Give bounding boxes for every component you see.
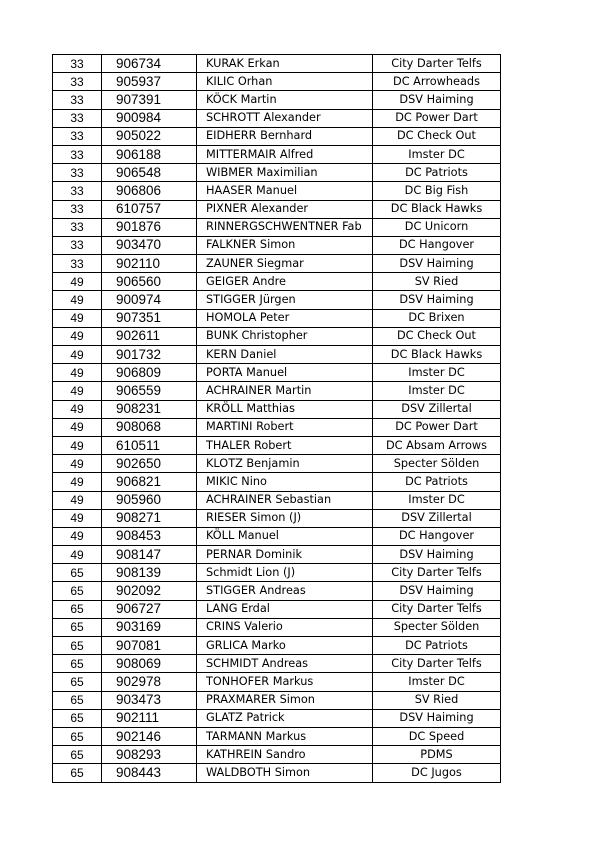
player-id-cell: 900984	[102, 109, 197, 127]
rank-cell: 65	[53, 746, 102, 764]
player-id-cell: 906559	[102, 382, 197, 400]
rank-cell: 65	[53, 691, 102, 709]
club-cell: DC Black Hawks	[373, 200, 501, 218]
table-row	[53, 145, 501, 163]
table-row	[53, 364, 501, 382]
rank-cell: 65	[53, 727, 102, 745]
player-id-cell: 908068	[102, 418, 197, 436]
player-name-cell: GRLICA Marko	[197, 637, 373, 655]
club-cell: SV Ried	[373, 273, 501, 291]
club-cell: DC Brixen	[373, 309, 501, 327]
player-name-cell: MIKIC Nino	[197, 473, 373, 491]
rank-cell: 65	[53, 655, 102, 673]
player-id-cell: 906734	[102, 55, 197, 73]
player-id-cell: 902650	[102, 455, 197, 473]
player-id-cell: 906821	[102, 473, 197, 491]
player-id-cell: 903169	[102, 618, 197, 636]
rank-cell: 33	[53, 109, 102, 127]
rank-cell: 65	[53, 709, 102, 727]
club-cell: DC Patriots	[373, 164, 501, 182]
club-cell: DSV Haiming	[373, 546, 501, 564]
table-row	[53, 491, 501, 509]
table-row	[53, 546, 501, 564]
player-name-cell: ZAUNER Siegmar	[197, 255, 373, 273]
player-name-cell: GLATZ Patrick	[197, 709, 373, 727]
player-name-cell: RINNERGSCHWENTNER Fab	[197, 218, 373, 236]
player-name-cell: EIDHERR Bernhard	[197, 127, 373, 145]
rank-cell: 49	[53, 364, 102, 382]
club-cell: Imster DC	[373, 491, 501, 509]
table-row	[53, 637, 501, 655]
player-id-cell: 903470	[102, 236, 197, 254]
player-name-cell: FALKNER Simon	[197, 236, 373, 254]
club-cell: City Darter Telfs	[373, 564, 501, 582]
player-id-cell: 906560	[102, 273, 197, 291]
rank-cell: 33	[53, 145, 102, 163]
rank-cell: 33	[53, 164, 102, 182]
club-cell: DC Patriots	[373, 637, 501, 655]
table-row	[53, 418, 501, 436]
player-id-cell: 902092	[102, 582, 197, 600]
player-name-cell: PIXNER Alexander	[197, 200, 373, 218]
table-row	[53, 400, 501, 418]
rank-cell: 49	[53, 546, 102, 564]
player-id-cell: 903473	[102, 691, 197, 709]
player-id-cell: 907081	[102, 637, 197, 655]
club-cell: Imster DC	[373, 673, 501, 691]
player-name-cell: HAASER Manuel	[197, 182, 373, 200]
player-name-cell: KERN Daniel	[197, 346, 373, 364]
table-row	[53, 109, 501, 127]
table-row	[53, 182, 501, 200]
player-name-cell: CRINS Valerio	[197, 618, 373, 636]
table-row	[53, 600, 501, 618]
club-cell: PDMS	[373, 746, 501, 764]
player-name-cell: KURAK Erkan	[197, 55, 373, 73]
rank-cell: 49	[53, 455, 102, 473]
player-name-cell: TARMANN Markus	[197, 727, 373, 745]
player-id-cell: 906809	[102, 364, 197, 382]
player-name-cell: PRAXMARER Simon	[197, 691, 373, 709]
rank-cell: 49	[53, 509, 102, 527]
club-cell: DC Power Dart	[373, 418, 501, 436]
club-cell: DC Jugos	[373, 764, 501, 782]
ranking-table	[52, 54, 501, 783]
player-name-cell: KATHREIN Sandro	[197, 746, 373, 764]
player-name-cell: KÖLL Manuel	[197, 527, 373, 545]
player-name-cell: LANG Erdal	[197, 600, 373, 618]
player-name-cell: WIBMER Maximilian	[197, 164, 373, 182]
table-row	[53, 327, 501, 345]
table-row	[53, 473, 501, 491]
club-cell: DC Power Dart	[373, 109, 501, 127]
player-name-cell: MITTERMAIR Alfred	[197, 145, 373, 163]
table-row	[53, 218, 501, 236]
rank-cell: 33	[53, 73, 102, 91]
rank-cell: 49	[53, 473, 102, 491]
player-name-cell: PORTA Manuel	[197, 364, 373, 382]
table-row	[53, 55, 501, 73]
player-id-cell: 901876	[102, 218, 197, 236]
player-name-cell: ACHRAINER Sebastian	[197, 491, 373, 509]
club-cell: DSV Haiming	[373, 291, 501, 309]
club-cell: DC Hangover	[373, 527, 501, 545]
club-cell: DC Black Hawks	[373, 346, 501, 364]
club-cell: SV Ried	[373, 691, 501, 709]
player-name-cell: THALER Robert	[197, 436, 373, 454]
rank-cell: 49	[53, 382, 102, 400]
club-cell: Specter Sölden	[373, 455, 501, 473]
club-cell: City Darter Telfs	[373, 55, 501, 73]
club-cell: DSV Haiming	[373, 255, 501, 273]
table-row	[53, 91, 501, 109]
player-name-cell: WALDBOTH Simon	[197, 764, 373, 782]
table-row	[53, 709, 501, 727]
player-name-cell: SCHMIDT Andreas	[197, 655, 373, 673]
club-cell: DC Patriots	[373, 473, 501, 491]
player-id-cell: 906727	[102, 600, 197, 618]
rank-cell: 49	[53, 491, 102, 509]
club-cell: City Darter Telfs	[373, 655, 501, 673]
rank-cell: 33	[53, 91, 102, 109]
player-name-cell: TONHOFER Markus	[197, 673, 373, 691]
player-name-cell: BUNK Christopher	[197, 327, 373, 345]
club-cell: DC Unicorn	[373, 218, 501, 236]
player-id-cell: 906188	[102, 145, 197, 163]
player-name-cell: ACHRAINER Martin	[197, 382, 373, 400]
club-cell: DC Check Out	[373, 127, 501, 145]
rank-cell: 49	[53, 418, 102, 436]
club-cell: DSV Zillertal	[373, 509, 501, 527]
table-row	[53, 291, 501, 309]
player-id-cell: 908147	[102, 546, 197, 564]
rank-cell: 33	[53, 55, 102, 73]
rank-cell: 65	[53, 618, 102, 636]
player-id-cell: 908231	[102, 400, 197, 418]
table-row	[53, 655, 501, 673]
table-row	[53, 382, 501, 400]
rank-cell: 65	[53, 764, 102, 782]
rank-cell: 33	[53, 182, 102, 200]
club-cell: DSV Haiming	[373, 582, 501, 600]
club-cell: Imster DC	[373, 364, 501, 382]
table-row	[53, 200, 501, 218]
table-row	[53, 564, 501, 582]
player-id-cell: 902146	[102, 727, 197, 745]
club-cell: DC Check Out	[373, 327, 501, 345]
player-name-cell: SCHROTT Alexander	[197, 109, 373, 127]
player-id-cell: 908293	[102, 746, 197, 764]
table-row	[53, 127, 501, 145]
player-name-cell: GEIGER Andre	[197, 273, 373, 291]
rank-cell: 49	[53, 273, 102, 291]
rank-cell: 49	[53, 527, 102, 545]
table-row	[53, 746, 501, 764]
club-cell: DC Arrowheads	[373, 73, 501, 91]
player-name-cell: Schmidt Lion (J)	[197, 564, 373, 582]
player-id-cell: 908443	[102, 764, 197, 782]
table-row	[53, 764, 501, 782]
club-cell: DSV Haiming	[373, 91, 501, 109]
player-name-cell: STIGGER Jürgen	[197, 291, 373, 309]
player-name-cell: MARTINI Robert	[197, 418, 373, 436]
player-name-cell: PERNAR Dominik	[197, 546, 373, 564]
club-cell: DC Speed	[373, 727, 501, 745]
rank-cell: 65	[53, 637, 102, 655]
club-cell: DC Hangover	[373, 236, 501, 254]
rank-cell: 65	[53, 564, 102, 582]
rank-cell: 65	[53, 582, 102, 600]
player-id-cell: 610511	[102, 436, 197, 454]
rank-cell: 49	[53, 436, 102, 454]
table-row	[53, 309, 501, 327]
rank-cell: 33	[53, 255, 102, 273]
player-id-cell: 906806	[102, 182, 197, 200]
player-id-cell: 908271	[102, 509, 197, 527]
player-id-cell: 908453	[102, 527, 197, 545]
table-row	[53, 436, 501, 454]
player-name-cell: KILIC Orhan	[197, 73, 373, 91]
player-id-cell: 908139	[102, 564, 197, 582]
player-name-cell: KLOTZ Benjamin	[197, 455, 373, 473]
player-id-cell: 902611	[102, 327, 197, 345]
rank-cell: 33	[53, 200, 102, 218]
table-row	[53, 691, 501, 709]
player-id-cell: 907391	[102, 91, 197, 109]
club-cell: DSV Zillertal	[373, 400, 501, 418]
rank-cell: 49	[53, 400, 102, 418]
ranking-table-body	[53, 55, 501, 783]
table-row	[53, 509, 501, 527]
player-id-cell: 901732	[102, 346, 197, 364]
player-id-cell: 902111	[102, 709, 197, 727]
table-row	[53, 73, 501, 91]
table-row	[53, 346, 501, 364]
player-id-cell: 905960	[102, 491, 197, 509]
rank-cell: 49	[53, 309, 102, 327]
table-row	[53, 582, 501, 600]
player-id-cell: 902978	[102, 673, 197, 691]
table-row	[53, 455, 501, 473]
club-cell: Imster DC	[373, 145, 501, 163]
player-id-cell: 906548	[102, 164, 197, 182]
table-row	[53, 273, 501, 291]
rank-cell: 65	[53, 600, 102, 618]
rank-cell: 33	[53, 127, 102, 145]
rank-cell: 33	[53, 236, 102, 254]
player-id-cell: 905937	[102, 73, 197, 91]
table-row	[53, 618, 501, 636]
rank-cell: 49	[53, 346, 102, 364]
club-cell: DSV Haiming	[373, 709, 501, 727]
table-row	[53, 727, 501, 745]
player-id-cell: 908069	[102, 655, 197, 673]
club-cell: DC Absam Arrows	[373, 436, 501, 454]
player-id-cell: 905022	[102, 127, 197, 145]
rank-cell: 49	[53, 291, 102, 309]
player-name-cell: STIGGER Andreas	[197, 582, 373, 600]
club-cell: DC Big Fish	[373, 182, 501, 200]
player-id-cell: 907351	[102, 309, 197, 327]
player-name-cell: KRÖLL Matthias	[197, 400, 373, 418]
player-id-cell: 610757	[102, 200, 197, 218]
player-id-cell: 900974	[102, 291, 197, 309]
player-name-cell: RIESER Simon (J)	[197, 509, 373, 527]
club-cell: Specter Sölden	[373, 618, 501, 636]
table-row	[53, 236, 501, 254]
rank-cell: 49	[53, 327, 102, 345]
player-name-cell: HOMOLA Peter	[197, 309, 373, 327]
table-row	[53, 673, 501, 691]
rank-cell: 33	[53, 218, 102, 236]
table-row	[53, 527, 501, 545]
table-row	[53, 255, 501, 273]
table-row	[53, 164, 501, 182]
player-id-cell: 902110	[102, 255, 197, 273]
rank-cell: 65	[53, 673, 102, 691]
player-name-cell: KÖCK Martin	[197, 91, 373, 109]
club-cell: Imster DC	[373, 382, 501, 400]
club-cell: City Darter Telfs	[373, 600, 501, 618]
